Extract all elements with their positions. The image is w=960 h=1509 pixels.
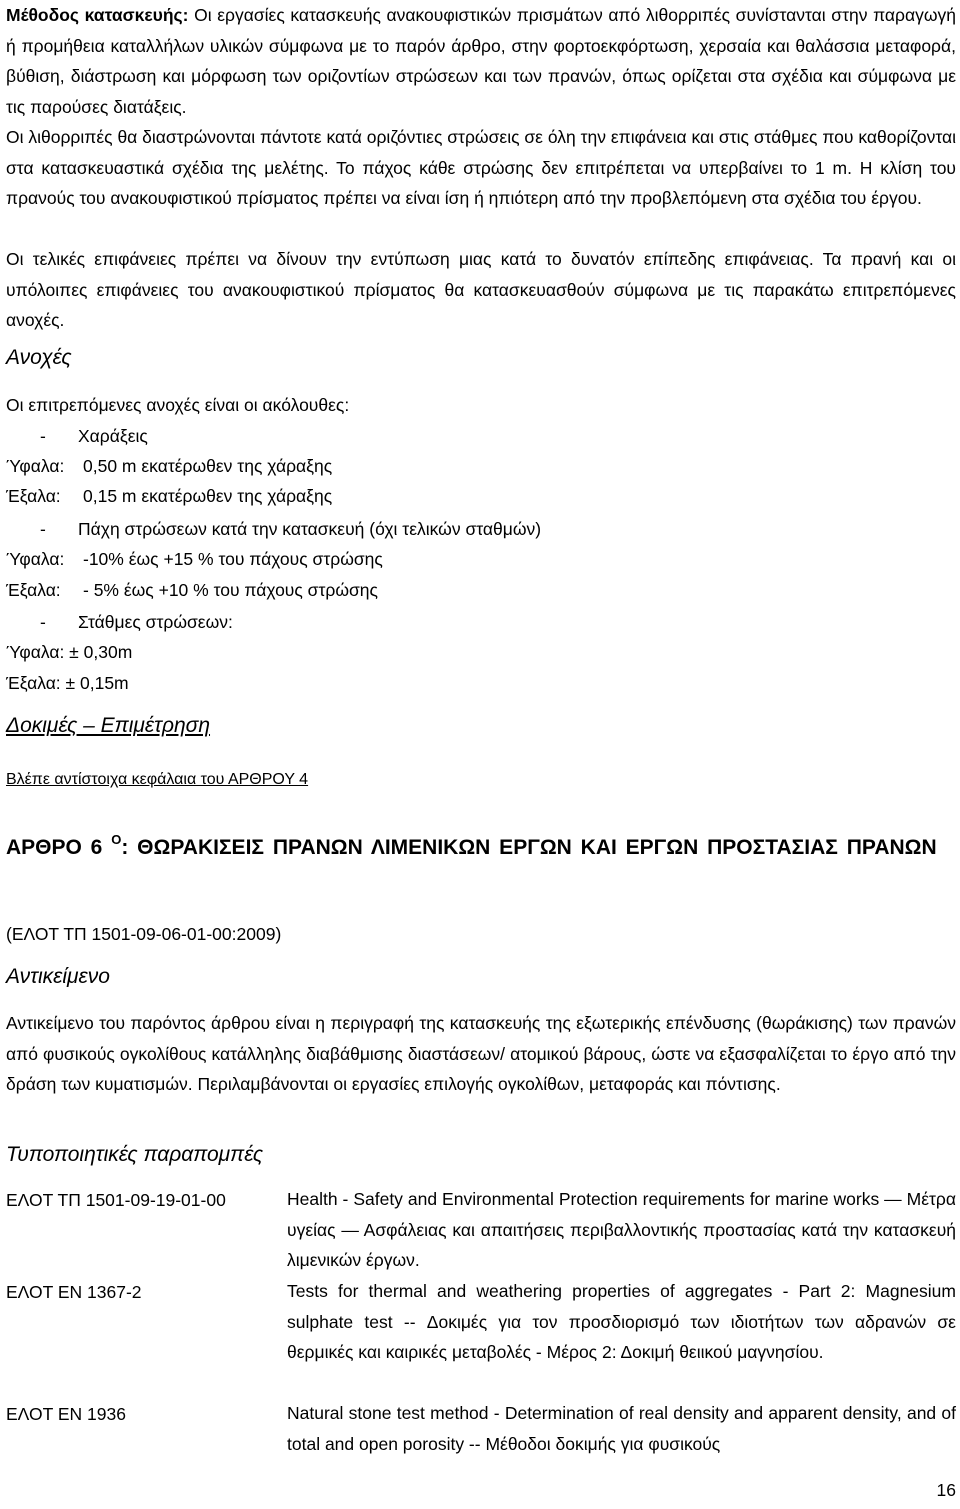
list-dash: - [40,612,46,632]
construction-method-label: Μέθοδος κατασκευής: [6,5,189,25]
tolerance-row-value: -10% έως +15 % του πάχους στρώσης [83,549,383,569]
tests-reference: Βλέπε αντίστοιχα κεφάλαια του ΑΡΘΡΟΥ 4 [6,771,309,788]
article-title-text: : ΘΩΡΑΚΙΣΕΙΣ ΠΡΑΝΩΝ ΛΙΜΕΝΙΚΩΝ ΕΡΓΩΝ ΚΑΙ ΕΡΓΩΝ ΠΡΟΣΤΑΣΙΑΣ ΠΡΑΝΩΝ [121,836,937,859]
tolerance-row [6,580,378,601]
subject-heading: Αντικείμενο [6,965,110,988]
tolerances-heading: Ανοχές [6,346,72,369]
tolerance-group-label: Πάχη στρώσεων κατά την κατασκευή (όχι τελικών σταθμών) [78,519,542,539]
tests-heading: Δοκιμές – Επιμέτρηση [6,714,211,737]
ref-description: Health - Safety and Environmental Protection requirements for marine works — Μέτρα υγείας — Ασφάλειας και απαιτήσεις περιβαλλοντικής προστασίας κατά την κατασκευή λιμενικών έργων. [287,1189,956,1270]
article-ordinal-sup: Ο [111,832,122,847]
tolerance-row-label: Ύφαλα: [6,549,65,569]
tolerance-row: Ύφαλα: ± 0,30m [6,642,133,662]
page-number: 16 [936,1480,956,1500]
tolerance-row-value: 0,50 m εκατέρωθεν της χάραξης [83,456,333,476]
tolerance-row [6,549,383,570]
article-title [6,832,956,864]
ref-code: ΕΛΟΤ ΕΝ 1367-2 [6,1282,142,1302]
tolerance-row [6,456,332,477]
ref-description: Natural stone test method - Determination of real density and apparent density, and of total and open porosity -- Μέθοδοι δοκιμής για φυσικούς [287,1403,956,1454]
list-dash: - [40,426,46,446]
tolerance-row-label: Έξαλα: [6,486,61,506]
ref-code: ΕΛΟΤ ΤΠ 1501-09-19-01-00 [6,1190,226,1210]
tolerance-row-value: - 5% έως +10 % του πάχους στρώσης [83,580,378,600]
tolerance-row: Έξαλα: ± 0,15m [6,673,129,693]
tolerance-row [6,486,332,507]
tolerance-group-label: Χαράξεις [78,426,148,446]
subject-paragraph: Αντικείμενο του παρόντος άρθρου είναι η περιγραφή της κατασκευής της εξωτερικής επένδυσης (θωράκισης) των πρανών από φυσικούς ογκολίθους κατάλληλης διαβάθμισης διαστάσεων/ ατομικού βάρους, ώστε να εξασφαλίζεται το έργο από την δράση των κυματισμών. Περιλαμβάνονται οι εργασίες επιλογής ογκολίθων, μεταφοράς και πόντισης. [6,1013,956,1094]
layering-paragraph: Οι λιθορριπές θα διαστρώνονται πάντοτε κατά οριζόντιες στρώσεις σε όλη την επιφάνεια και στις στάθμες που καθορίζονται στα κατασκευαστικά σχέδια της μελέτης. Το πάχος κάθε στρώσης δεν επιτρέπεται να υπερβαίνει το 1 m. Η κλίση του πρανούς του ανακουφιστικού πρίσματος πρέπει να είναι ίση ή ηπιότερη από την προβλεπόμενη στα σχέδια του έργου. [6,127,956,208]
construction-method-text: Οι εργασίες κατασκευής ανακουφιστικών πρισμάτων από λιθορριπές συνίστανται στην παραγωγή ή προμήθεια καταλλήλων υλικών σύμφωνα με το παρόν άρθρο, στην φορτοεκφόρτωση, χερσαία και θαλάσσια μεταφορά, βύθιση, διάστρωση και μόρφωση των οριζοντίων στρώσεων και των πρανών, όπως ορίζεται στα σχέδια και σύμφωνα με τις παρούσες διατάξεις. [6,5,956,117]
tolerance-group-label: Στάθμες στρώσεων: [78,612,233,632]
construction-method-paragraph [6,0,956,122]
tolerance-row-label: Ύφαλα: [6,456,65,476]
ref-description: Tests for thermal and weathering properties of aggregates - Part 2: Magnesium sulphate test -- Δοκιμές για τον προσδιορισμό των ιδιοτήτων των αδρανών σε θερμικές και καιρικές μεταβολές - Μέρος 2: Δοκιμή θειικού μαγνησίου. [287,1281,956,1362]
surfaces-paragraph: Οι τελικές επιφάνειες πρέπει να δίνουν την εντύπωση μιας κατά το δυνατόν επίπεδης επιφάνειας. Τα πρανή και οι υπόλοιπες επιφάνειες του ανακουφιστικού πρίσματος θα κατασκευασθούν σύμφωνα με τις παρακάτω επιτρεπόμενες ανοχές. [6,249,956,330]
article-standard: (ΕΛΟΤ ΤΠ 1501-09-06-01-00:2009) [6,924,282,944]
tolerance-row-value: 0,15 m εκατέρωθεν της χάραξης [83,486,333,506]
list-dash: - [40,519,46,539]
article-prefix: ΑΡΘΡΟ 6 [6,836,103,859]
tolerance-group-title [6,426,148,447]
tolerance-group-title [6,612,233,633]
tolerance-row-label: Έξαλα: [6,580,61,600]
tolerances-intro: Οι επιτρεπόμενες ανοχές είναι οι ακόλουθες: [6,395,350,415]
refs-heading: Τυποποιητικές παραπομπές [6,1143,264,1166]
tolerance-group-title [6,519,541,540]
ref-code: ΕΛΟΤ ΕΝ 1936 [6,1404,126,1424]
